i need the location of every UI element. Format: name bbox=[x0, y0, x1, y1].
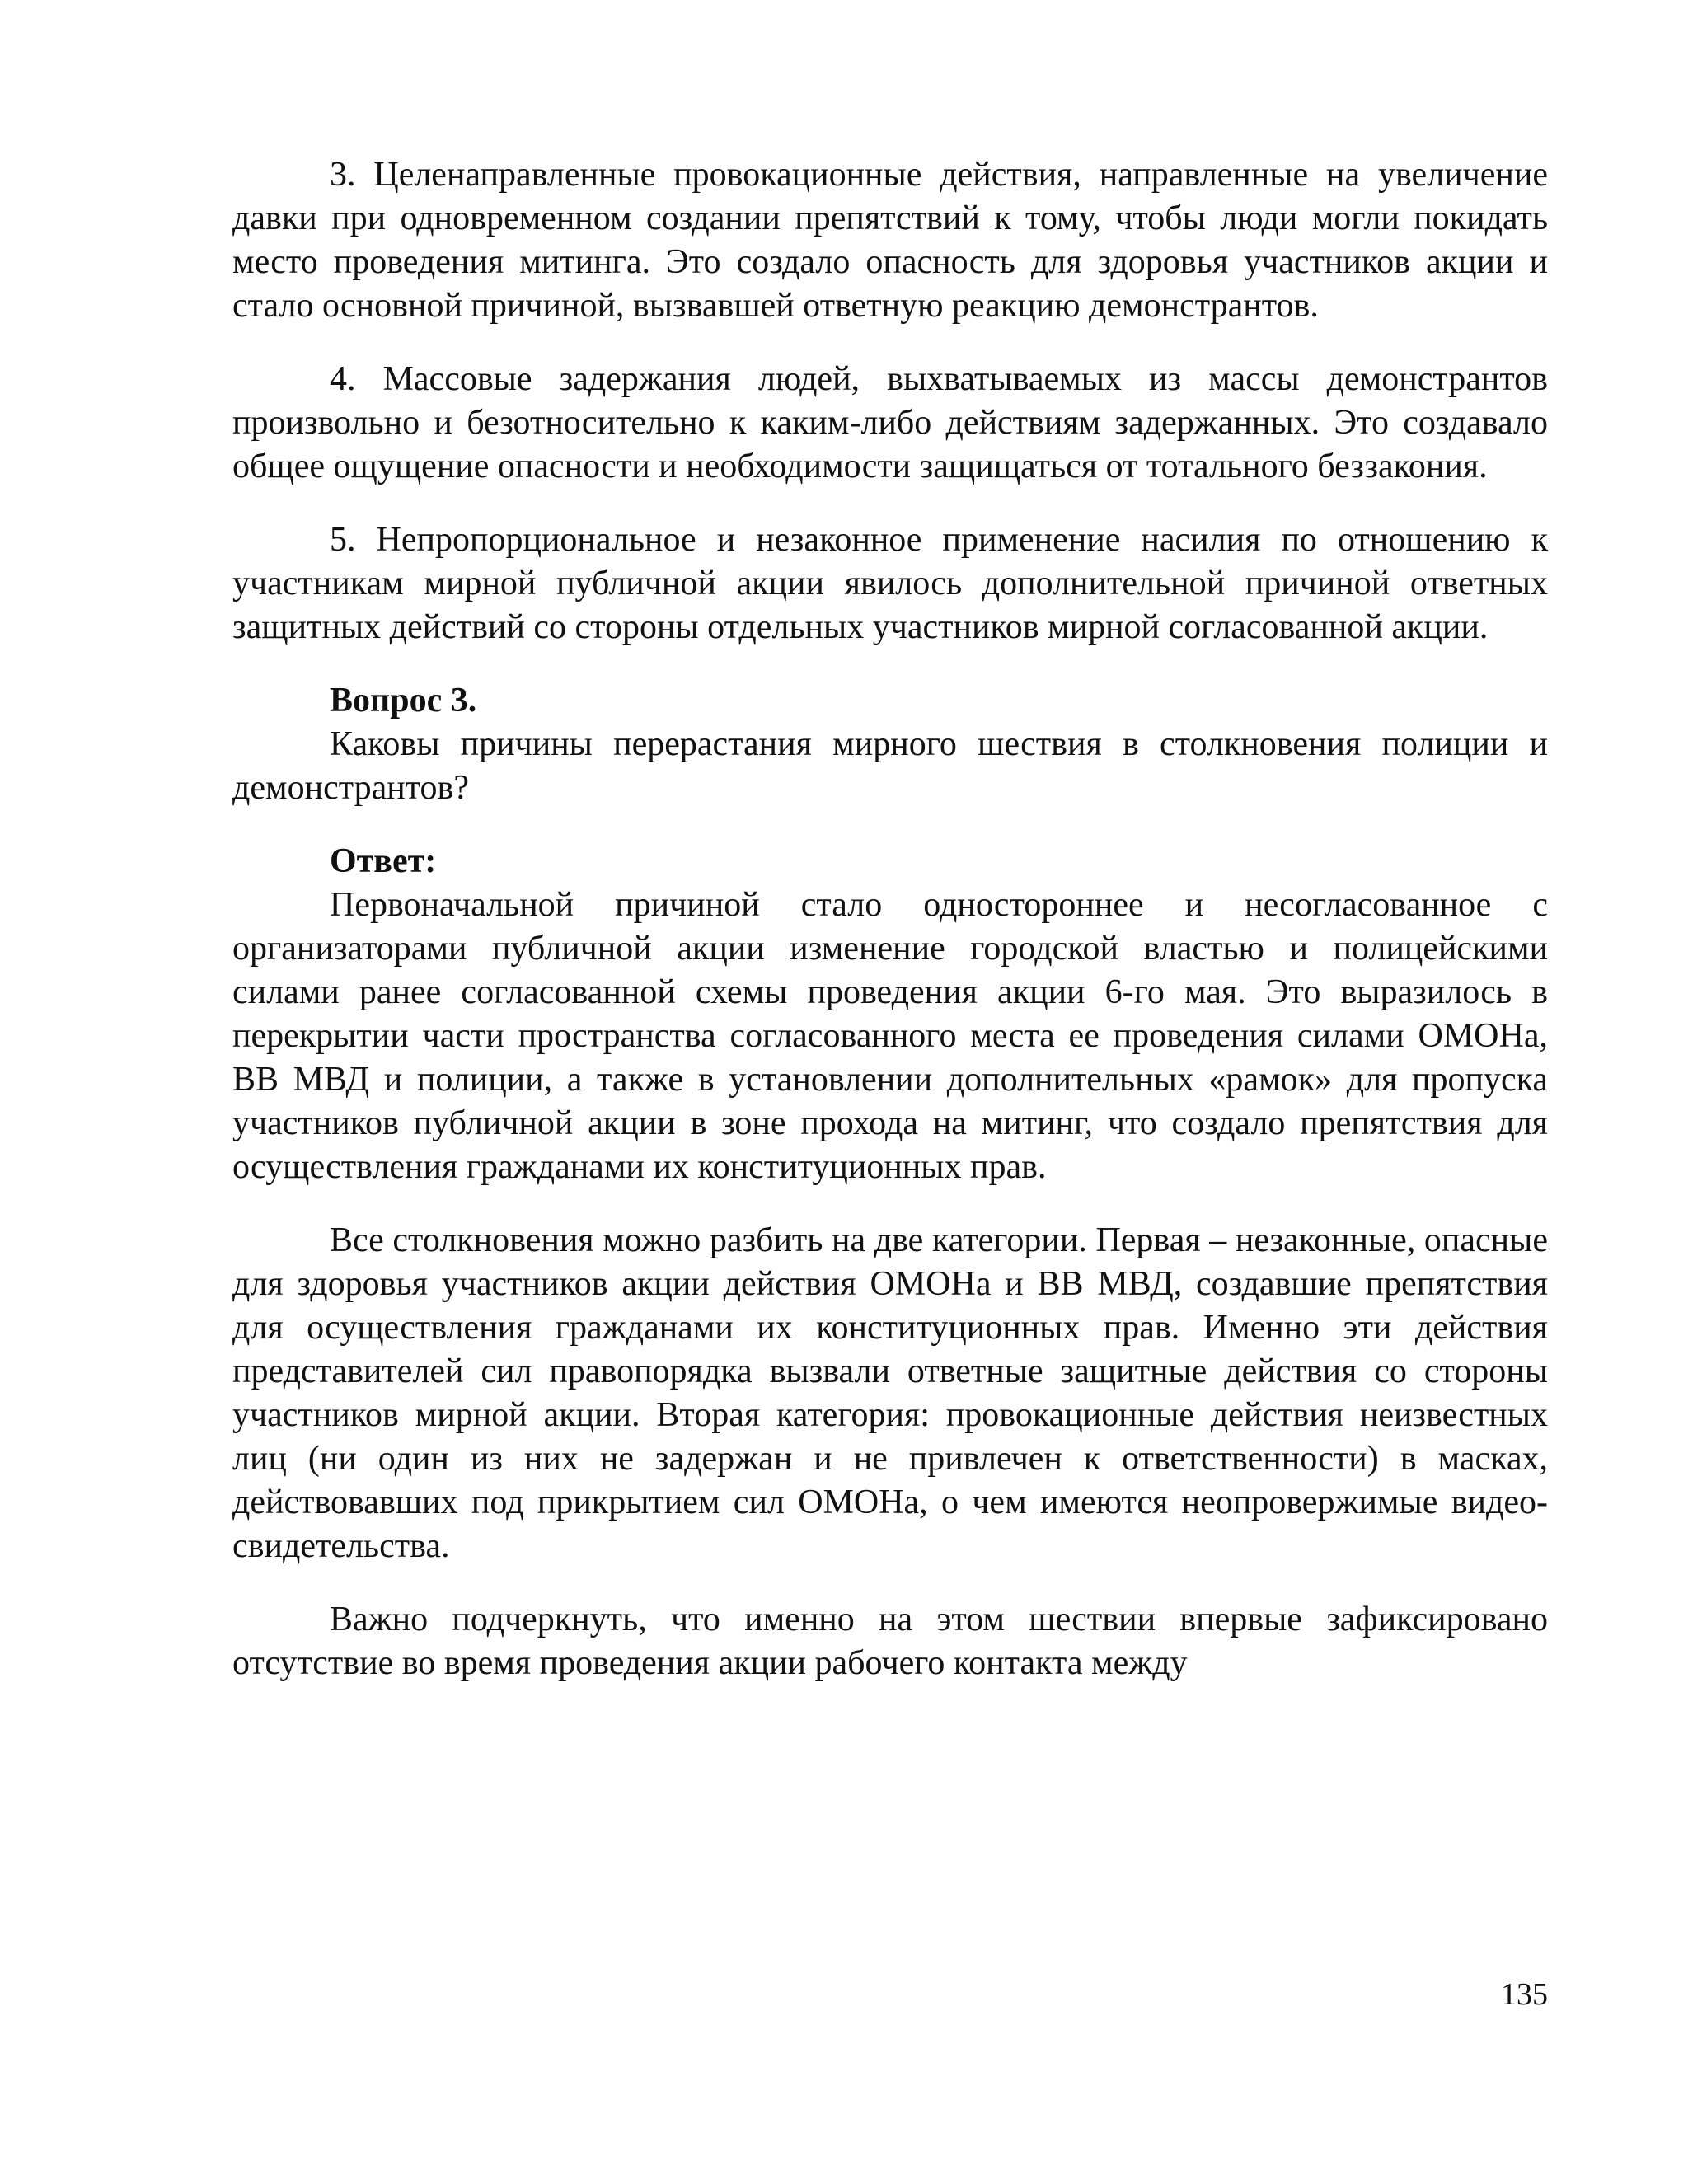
question-heading: Вопрос 3. bbox=[330, 682, 477, 719]
paragraph-item-4: 4. Массовые задержания людей, выхватываемых из массы демонстрантов произвольно и безотносительно к каким-либо действиям задержанных. Это создавало общее ощущение опасности и необходимости защищаться от тотального беззакония. bbox=[232, 360, 1548, 485]
answer-paragraph-3: Важно подчеркнуть, что именно на этом шествии впервые зафиксировано отсутствие во время проведения акции рабочего контакта между bbox=[232, 1601, 1548, 1682]
paragraph-item-5: 5. Непропорциональное и незаконное применение насилия по отношению к участникам мирной публичной акции явилось дополнительной причиной ответных защитных действий со стороны отдельных участников мирной согласованной акции. bbox=[232, 521, 1548, 646]
paragraph-item-3: 3. Целенаправленные провокационные действия, направленные на увеличение давки при одновременном создании препятствий к тому, чтобы люди могли покидать место проведения митинга. Это создало опасность для здоровья участников акции и стало основной причиной, вызвавшей ответную реакцию демонстрантов. bbox=[232, 156, 1548, 325]
answer-heading: Ответ: bbox=[330, 842, 437, 880]
answer-paragraph-2: Все столкновения можно разбить на две категории. Первая – незаконные, опасные для здоровья участников акции действия ОМОНа и ВВ МВД, создавшие препятствия для осуществления гражданами их конституционных прав. Именно эти действия представителей сил правопорядка вызвали ответные защитные действия со стороны участников мирной акции. Вторая категория: провокационные действия неизвестных лиц (ни один из них не задержан и не привлечен к ответственности) в масках, действовавших под прикрытием сил ОМОНа, о чем имеются неопровержимые видео-свидетельства. bbox=[232, 1221, 1548, 1565]
answer-paragraph-1: Первоначальной причиной стало одностороннее и несогласованное с организаторами публичной акции изменение городской властью и полицейскими силами ранее согласованной схемы проведения акции 6-го мая. Это выразилось в перекрытии части пространства согласованного места ее проведения силами ОМОНа, ВВ МВД и полиции, а также в установлении дополнительных «рамок» для пропуска участников публичной акции в зоне прохода на митинг, что создало препятствия для осуществления гражданами их конституционных прав. bbox=[232, 886, 1548, 1186]
question-text: Каковы причины перерастания мирного шествия в столкновения полиции и демонстрантов? bbox=[232, 725, 1548, 807]
page-number: 135 bbox=[1501, 1977, 1548, 2012]
document-page bbox=[232, 153, 1548, 1685]
